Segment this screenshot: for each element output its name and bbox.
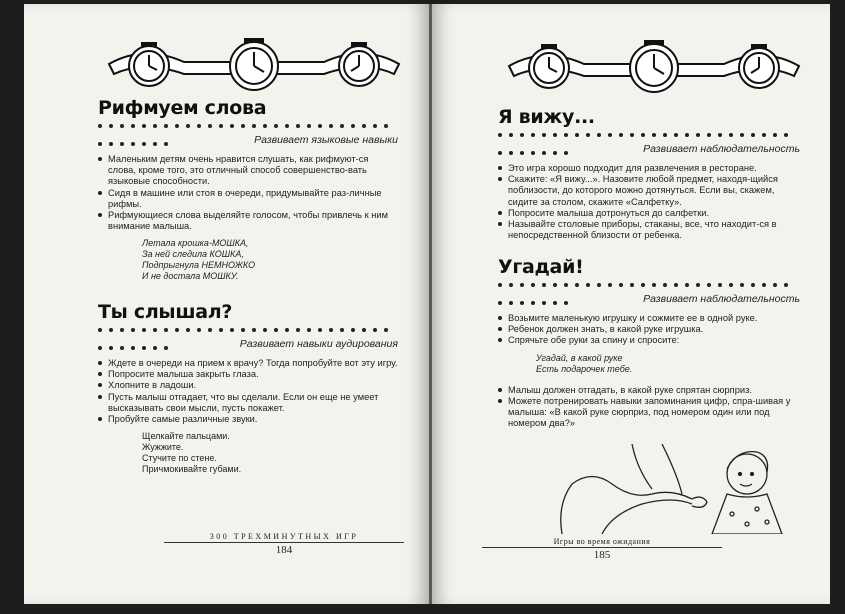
bullet-list [98,154,398,232]
list-item: Называйте столовые приборы, стаканы, все, что находит-ся в непосредственной близости от ребенка. [498,219,800,241]
poem-line: Есть подарочек тебе. [536,363,633,374]
section-did-you-hear [98,301,398,475]
list-item: Пробуйте самые различные звуки. [98,414,398,425]
bullet-list [98,358,398,425]
section-heading: Угадай! [498,256,584,278]
bullet-list [498,163,800,241]
list-item: Ждете в очереди на прием к врачу? Тогда попробуйте вот эту игру. [98,358,398,369]
section-subtitle: Развивает языковые навыки [254,134,398,146]
list-item: Рифмующиеся слова выделяйте голосом, чтобы привлечь к ним внимание малыша. [98,210,398,232]
dotted-divider [98,328,398,334]
bullet-list [498,313,800,347]
list-item: Маленьким детям очень нравится слушать, как рифмуют-ся слова, кроме того, это отличный способ совершенство-вать языковые способности. [98,154,398,188]
section-i-see [498,106,800,241]
poem-line: Стучите по стене. [142,453,217,464]
page-footer [164,532,404,556]
poem-line: Жужжите. [142,442,184,453]
poem-line: Подпрыгнула НЕМНОЖКО [142,260,256,271]
book-spread [24,4,830,604]
sounds-list [142,431,398,475]
list-item: Попросите малыша дотронуться до салфетки. [498,208,800,219]
running-title: 300 ТРЕХМИНУТНЫХ ИГР [164,532,404,543]
list-item: Это игра хорошо подходит для развлечения в ресторане. [498,163,800,174]
list-item: Пусть малыш отгадает, что вы сделали. Если он еще не умеет высказывать свои мысли, пусть покажет. [98,392,398,414]
list-item: Возьмите маленькую игрушку и сожмите ее в одной руке. [498,313,800,324]
dotted-divider [498,283,800,289]
dotted-divider [498,133,800,139]
poem-line: Щелкайте пальцами. [142,431,230,442]
section-heading: Рифмуем слова [98,97,267,119]
section-rhymes [98,97,398,282]
section-heading: Я вижу... [498,106,595,128]
poem-line: Угадай, в какой руке [536,352,623,363]
section-heading: Ты слышал? [98,301,233,323]
section-subtitle: Развивает наблюдательность [643,293,800,305]
page-footer [482,537,722,561]
page-number: 184 [275,544,293,556]
section-subtitle: Развивает навыки аудирования [239,338,398,350]
page-number: 185 [593,549,611,561]
right-page [432,4,830,604]
list-item: Спрячьте обе руки за спину и спросите: [498,335,800,346]
poem-line: Причмокивайте губами. [142,464,242,475]
dotted-divider [98,124,398,130]
guess-poem [536,353,800,375]
list-item: Малыш должен отгадать, в какой руке спрятан сюрприз. [498,385,800,396]
poem-line: За ней следила КОШКА, [142,249,244,260]
wristwatch-banner-icon [504,36,804,96]
wristwatch-banner-icon [104,34,404,94]
left-page [24,4,429,604]
list-item: Хлопните в ладоши. [98,380,398,391]
rhyme-poem [142,238,398,282]
list-item: Ребенок должен знать, в какой руке игрушка. [498,324,800,335]
list-item: Сидя в машине или стоя в очереди, придумывайте раз-личные рифмы. [98,188,398,210]
list-item: Можете потренировать навыки запоминания цифр, спра-шивая у малыша: «В какой руке сюрприз, под номером один или под номером два?» [498,396,800,430]
poem-line: И не достала МОШКУ. [142,271,239,282]
list-item: Попросите малыша закрыть глаза. [98,369,398,380]
section-subtitle: Развивает наблюдательность [643,143,800,155]
running-title: Игры во время ожидания [482,537,722,548]
poem-line: Летала крошка-МОШКА, [142,238,249,249]
list-item: Скажите: «Я вижу...». Назовите любой предмет, находя-щийся поблизости, до которого можно дотянуться. Если вы, скажем, сидите за столом, скажите «Салфетку». [498,174,800,208]
section-guess [498,256,800,429]
parent-child-hands-illustration [542,444,792,534]
bullet-list [498,385,800,430]
